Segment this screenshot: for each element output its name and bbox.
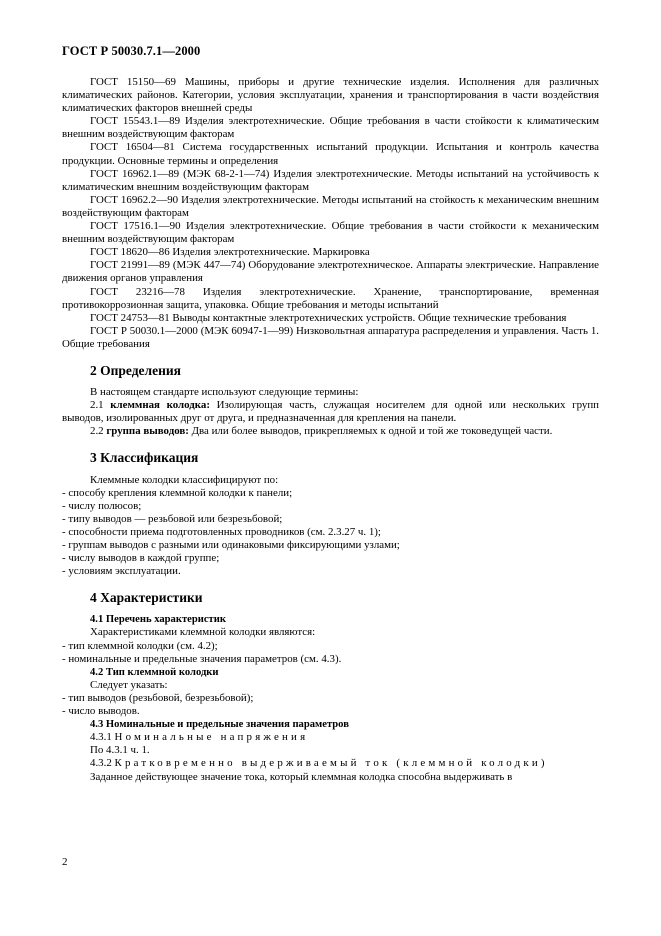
list-item: - группам выводов с разными или одинаковыми фиксирующими узлами; [62,539,400,551]
section-heading: 2 Определения [90,362,181,378]
reference-item: ГОСТ 24753—81 Выводы контактные электротехнических устройств. Общие технические требования [90,311,567,324]
clause-number: 4.3.2 [90,757,115,770]
definition-text: Изолирующая часть, служащая носителем для одной или нескольких групп выводов, изолированных друг от друга, и предназначенная для крепления на панели. [62,399,599,425]
section-intro: В настоящем стандарте используют следующие термины: [90,386,359,399]
list-item: - число выводов. [62,705,140,718]
definition-item [62,399,599,425]
page-number: 2 [62,856,68,868]
document-header: ГОСТ Р 50030.7.1—2000 [62,44,201,58]
definition-number: 2.2 [90,425,107,438]
list-item: - способу крепления клеммной колодки к панели; [62,486,293,499]
clause-title-text: Номинальные напряжения [114,731,309,744]
document-body [62,76,599,784]
clause-text: Заданное действующее значение тока, который клеммная колодка способна выдерживать в [90,770,513,783]
subsection-heading: 4.1 Перечень характеристик [90,614,226,626]
list-item: - номинальные и предельные значения параметров (см. 4.3). [62,652,342,665]
list-item: - способности приема подготовленных проводников (см. 2.3.27 ч. 1); [62,525,381,538]
reference-item: ГОСТ 16504—81 Система государственных испытаний продукции. Испытания и контроль качества продукции. Основные термины и определения [62,141,599,167]
reference-item: ГОСТ 23216—78 Изделия электротехнические. Хранение, транспортирование, временная противокоррозионная защита, упаковка. Общие требования и методы испытаний [62,285,599,311]
reference-item: ГОСТ 16962.1—89 (МЭК 68-2-1—74) Изделия электротехнические. Методы испытаний на устойчивость к климатическим внешним воздействующим факторам [62,167,599,193]
definition-text: Два или более выводов, прикрепляемых к одной и той же токоведущей части. [188,425,553,438]
section-heading: 4 Характеристики [90,590,203,606]
reference-item: ГОСТ 15543.1—89 Изделия электротехнические. Общие требования в части стойкости к климатическим внешним воздействующим факторам [62,115,599,141]
subsection-heading: 4.3 Номинальные и предельные значения параметров [90,719,349,731]
clause-title [62,757,599,770]
section-intro: Характеристиками клеммной колодки являются: [90,626,316,639]
subsection-heading: 4.2 Тип клеммной колодки [90,666,219,678]
definition-number: 2.1 [90,399,111,412]
reference-item: ГОСТ 15150—69 Машины, приборы и другие технические изделия. Исполнения для различных климатических районов. Категории, условия эксплуатации, хранения и транспортирования в части воздействия климатических факторов внешней среды [62,76,599,115]
list-item: - числу полюсов; [62,499,142,512]
list-item: - тип клеммной колодки (см. 4.2); [62,639,218,652]
definition-term: клеммная колодка: [110,399,210,412]
list-item: - числу выводов в каждой группе; [62,552,220,565]
section-intro: Следует указать: [90,678,168,691]
reference-item: ГОСТ 21991—89 (МЭК 447—74) Оборудование электротехническое. Аппараты электрические. Направление движения органов управления [62,259,599,285]
clause-text: По 4.3.1 ч. 1. [90,744,150,757]
section-heading: 3 Классификация [90,450,199,466]
clause-title [62,731,599,744]
reference-item: ГОСТ 18620—86 Изделия электротехнические. Маркировка [90,246,370,259]
reference-item: ГОСТ 16962.2—90 Изделия электротехнические. Методы испытаний на стойкость к механическим внешним воздействующим факторам [62,193,599,219]
section-intro: Клеммные колодки классифицируют по: [90,473,279,486]
definition-item [62,425,599,438]
list-item: - типу выводов — резьбовой или безрезьбовой; [62,512,283,525]
reference-item: ГОСТ 17516.1—90 Изделия электротехнические. Общие требования в части стойкости к механическим внешним воздействующим факторам [62,220,599,246]
definition-term: группа выводов: [106,425,189,438]
list-item: - условиям эксплуатации. [62,565,181,578]
reference-item: ГОСТ Р 50030.1—2000 (МЭК 60947-1—99) Низковольтная аппаратура распределения и управления. Часть 1. Общие требования [62,324,599,350]
clause-number: 4.3.1 [90,731,115,744]
clause-title-text: Кратковременно выдерживаемый ток (клеммной колодки) [114,757,548,770]
list-item: - тип выводов (резьбовой, безрезьбовой); [62,691,254,704]
